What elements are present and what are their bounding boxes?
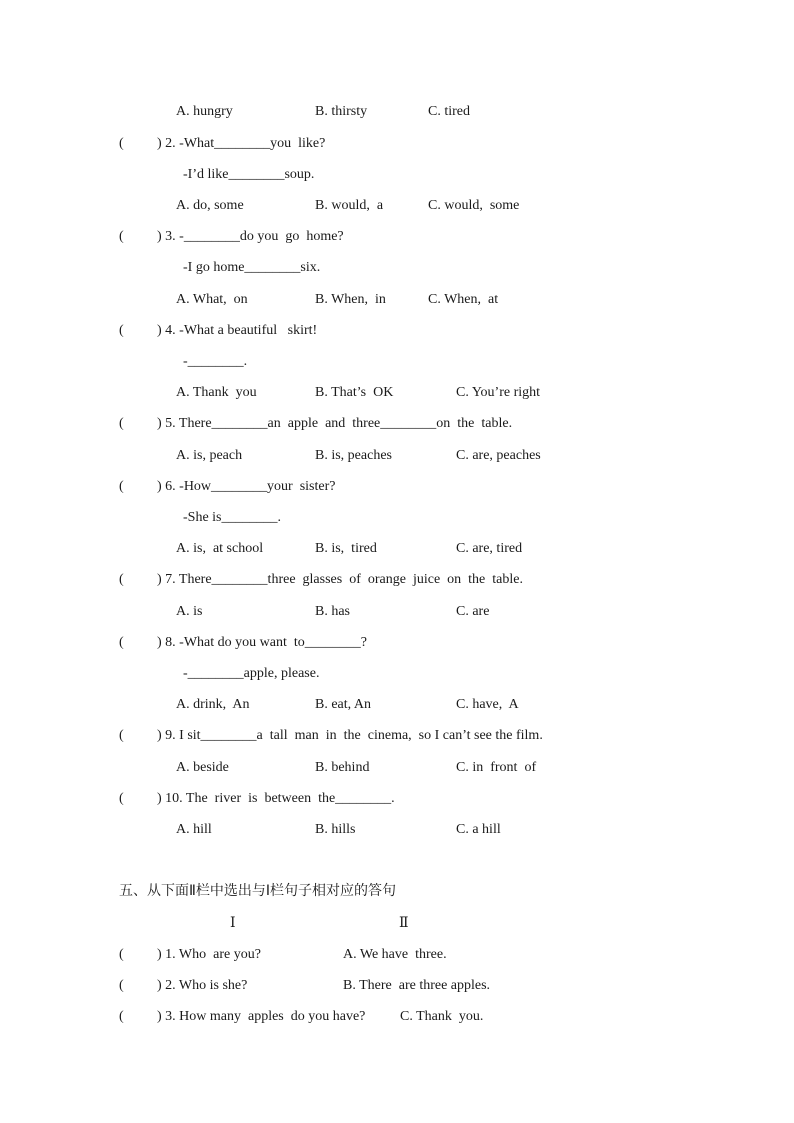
match-3-answer: C. Thank you. <box>400 1009 484 1024</box>
q7-stem: ) 7. There________three glasses of orange juice on the table. <box>157 572 523 587</box>
q10-option-a: A. hill <box>176 822 212 837</box>
q4-option-c: C. You’re right <box>456 385 541 400</box>
q8-option-b: B. eat, An <box>315 697 371 712</box>
q2-answer-bracket[interactable]: ( <box>119 136 124 151</box>
q9-answer-bracket[interactable]: ( <box>119 728 124 743</box>
q10-stem: ) 10. The river is between the________. <box>157 791 395 806</box>
column-1-header: Ⅰ <box>230 916 236 931</box>
q9-option-a: A. beside <box>176 760 229 775</box>
q6-option-a: A. is, at school <box>176 541 264 556</box>
q10-option-b: B. hills <box>315 822 356 837</box>
q8-option-c: C. have, A <box>456 697 519 712</box>
match-3-question: ) 3. How many apples do you have? <box>157 1009 366 1024</box>
q5-answer-bracket[interactable]: ( <box>119 416 124 431</box>
q3-reply: -I go home________six. <box>183 260 321 275</box>
q10-option-c: C. a hill <box>456 822 501 837</box>
q4-answer-bracket[interactable]: ( <box>119 323 124 338</box>
q1-option-b: B. thirsty <box>315 104 368 119</box>
match-2-answer: B. There are three apples. <box>343 978 491 993</box>
q3-answer-bracket[interactable]: ( <box>119 229 124 244</box>
q6-answer-bracket[interactable]: ( <box>119 479 124 494</box>
q4-option-a: A. Thank you <box>176 385 257 400</box>
q9-option-b: B. behind <box>315 760 370 775</box>
q4-stem: ) 4. -What a beautiful skirt! <box>157 323 318 338</box>
q1-option-a: A. hungry <box>176 104 233 119</box>
q2-reply: -I’d like________soup. <box>183 167 315 182</box>
q6-option-c: C. are, tired <box>456 541 523 556</box>
q8-option-a: A. drink, An <box>176 697 250 712</box>
q2-option-c: C. would, some <box>428 198 520 213</box>
match-2-answer-bracket[interactable]: ( <box>119 978 124 993</box>
q6-reply: -She is________. <box>183 510 281 525</box>
q5-option-b: B. is, peaches <box>315 448 392 463</box>
q3-option-a: A. What, on <box>176 292 248 307</box>
match-1-answer-bracket[interactable]: ( <box>119 947 124 962</box>
q4-reply: -________. <box>183 354 248 369</box>
q3-option-c: C. When, at <box>428 292 499 307</box>
match-1-question: ) 1. Who are you? <box>157 947 261 962</box>
q8-reply: -________apple, please. <box>183 666 320 681</box>
q2-option-a: A. do, some <box>176 198 244 213</box>
q7-answer-bracket[interactable]: ( <box>119 572 124 587</box>
column-2-header: Ⅱ <box>399 916 409 931</box>
q10-answer-bracket[interactable]: ( <box>119 791 124 806</box>
q2-option-b: B. would, a <box>315 198 384 213</box>
q6-option-b: B. is, tired <box>315 541 377 556</box>
q7-option-c: C. are <box>456 604 490 619</box>
q7-option-b: B. has <box>315 604 350 619</box>
match-3-answer-bracket[interactable]: ( <box>119 1009 124 1024</box>
q9-option-c: C. in front of <box>456 760 537 775</box>
q5-stem: ) 5. There________an apple and three________on the table. <box>157 416 513 431</box>
match-1-answer: A. We have three. <box>343 947 447 962</box>
q2-stem: ) 2. -What________you like? <box>157 136 326 151</box>
q5-option-c: C. are, peaches <box>456 448 541 463</box>
match-2-question: ) 2. Who is she? <box>157 978 248 993</box>
q9-stem: ) 9. I sit________a tall man in the cinema, so I can’t see the film. <box>157 728 543 743</box>
q4-option-b: B. That’s OK <box>315 385 394 400</box>
q8-stem: ) 8. -What do you want to________? <box>157 635 367 650</box>
q1-option-c: C. tired <box>428 104 470 119</box>
q7-option-a: A. is <box>176 604 203 619</box>
q3-option-b: B. When, in <box>315 292 386 307</box>
q6-stem: ) 6. -How________your sister? <box>157 479 336 494</box>
q5-option-a: A. is, peach <box>176 448 243 463</box>
q3-stem: ) 3. -________do you go home? <box>157 229 344 244</box>
section-5-title: 五、从下面Ⅱ栏中选出与Ⅰ栏句子相对应的答句 <box>119 883 397 899</box>
q8-answer-bracket[interactable]: ( <box>119 635 124 650</box>
